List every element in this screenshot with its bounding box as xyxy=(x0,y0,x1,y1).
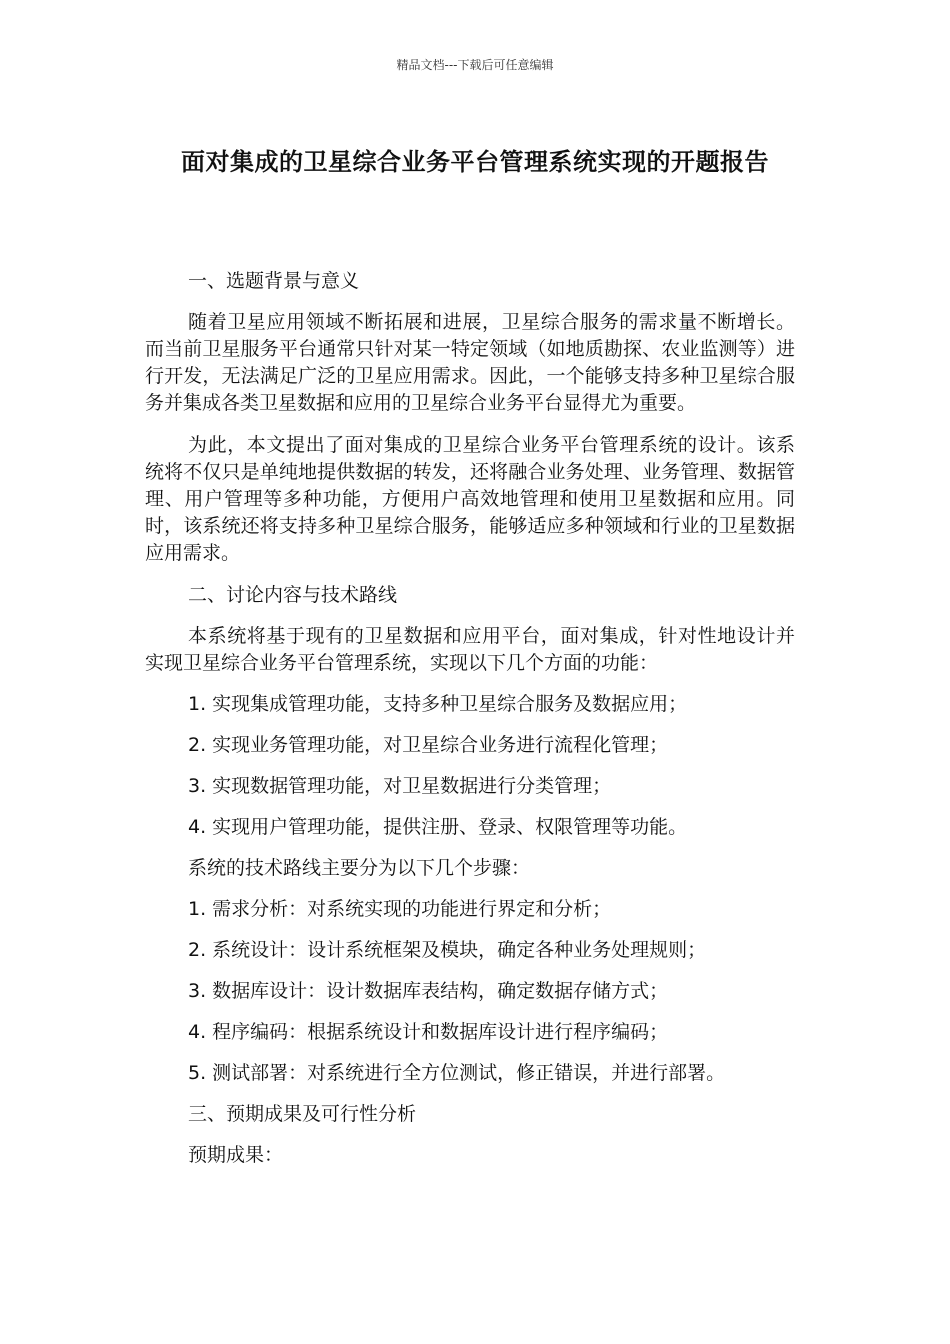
list-item: 4. 实现用户管理功能，提供注册、登录、权限管理等功能。 xyxy=(188,816,688,838)
list-item: 4. 程序编码：根据系统设计和数据库设计进行程序编码； xyxy=(188,1021,669,1043)
list-item: 2. 实现业务管理功能，对卫星综合业务进行流程化管理； xyxy=(188,734,669,756)
list-item: 3. 数据库设计：设计数据库表结构，确定数据存储方式； xyxy=(188,980,669,1002)
document-body xyxy=(145,268,795,1169)
section-heading-3: 三、预期成果及可行性分析 xyxy=(188,1103,417,1125)
steps-intro: 系统的技术路线主要分为以下几个步骤： xyxy=(188,857,531,879)
list-item: 3. 实现数据管理功能，对卫星数据进行分类管理； xyxy=(188,775,612,797)
section-heading-2: 二、讨论内容与技术路线 xyxy=(188,584,398,606)
document-title: 面对集成的卫星综合业务平台管理系统实现的开题报告 xyxy=(181,148,769,176)
list-item: 2. 系统设计：设计系统框架及模块，确定各种业务处理规则； xyxy=(188,939,707,961)
expected-results-label: 预期成果： xyxy=(188,1144,284,1166)
section-heading-1: 一、选题背景与意义 xyxy=(188,270,360,292)
list-item: 1. 实现集成管理功能，支持多种卫星综合服务及数据应用； xyxy=(188,693,688,715)
paragraph: 随着卫星应用领域不断拓展和进展，卫星综合服务的需求量不断增长。而当前卫星服务平台通常只针对某一特定领域（如地质勘探、农业监测等）进行开发，无法满足广泛的卫星应用需求。因此，一个能够支持多种卫星综合服务并集成各类卫星数据和应用的卫星综合业务平台显得尤为重要。 xyxy=(145,311,795,414)
header-note: 精品文档---下载后可任意编辑 xyxy=(396,58,554,72)
paragraph: 本系统将基于现有的卫星数据和应用平台，面对集成，针对性地设计并实现卫星综合业务平台管理系统，实现以下几个方面的功能： xyxy=(145,625,795,674)
list-item: 1. 需求分析：对系统实现的功能进行界定和分析； xyxy=(188,898,612,920)
list-item: 5. 测试部署：对系统进行全方位测试，修正错误，并进行部署。 xyxy=(188,1062,726,1084)
paragraph: 为此，本文提出了面对集成的卫星综合业务平台管理系统的设计。该系统将不仅只是单纯地提供数据的转发，还将融合业务处理、业务管理、数据管理、用户管理等多种功能，方便用户高效地管理和使用卫星数据和应用。同时，该系统还将支持多种卫星综合服务，能够适应多种领域和行业的卫星数据应用需求。 xyxy=(145,434,795,564)
